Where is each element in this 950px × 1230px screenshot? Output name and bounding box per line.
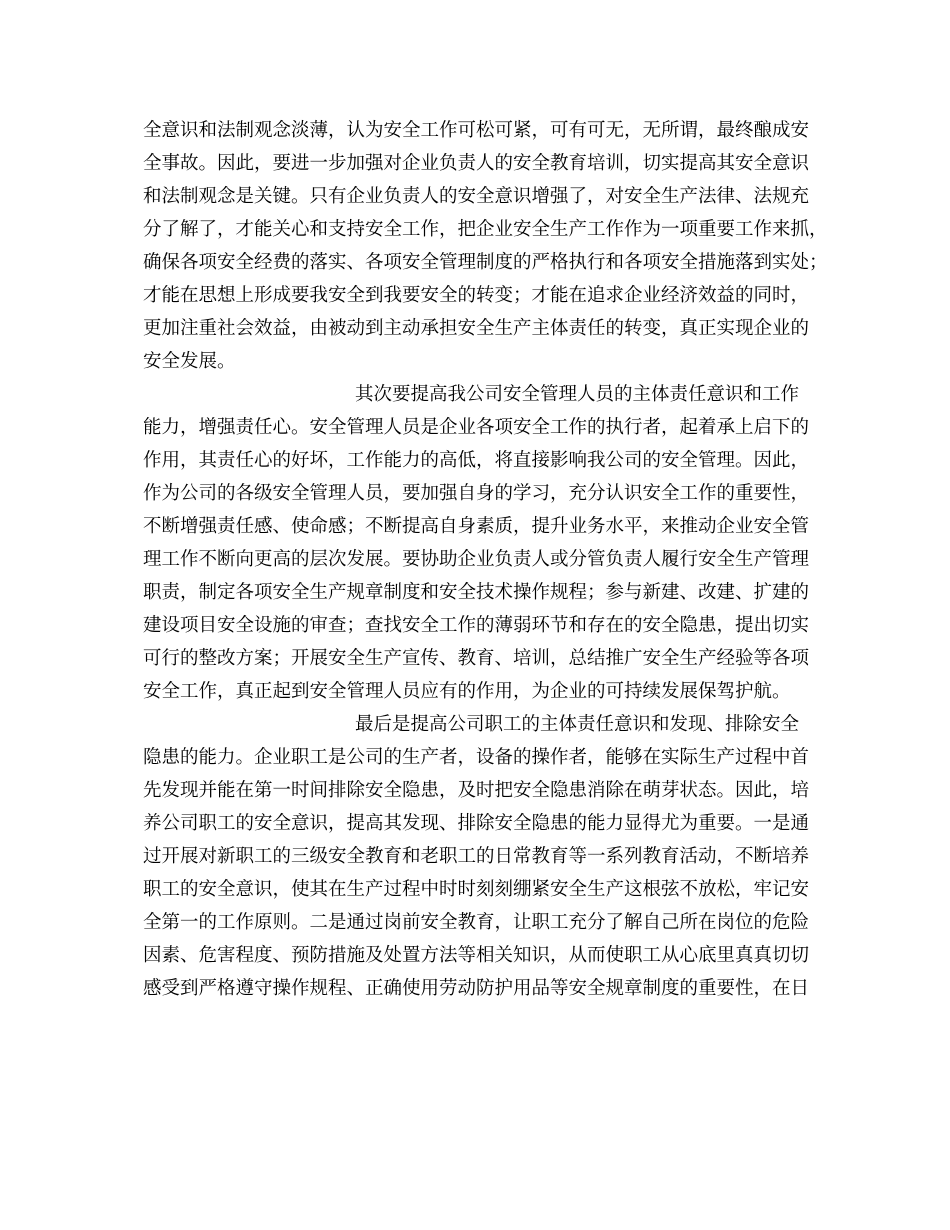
text-line: 作用，其责任心的好坏，工作能力的高低，将直接影响我公司的安全管理。因此， — [143, 450, 810, 471]
text-line-indented: 其次要提高我公司安全管理人员的主体责任意识和工作 — [355, 384, 800, 405]
text-line: 感受到严格遵守操作规程、正确使用劳动防护用品等安全规章制度的重要性，在日 — [143, 978, 810, 999]
text-line: 隐患的能力。企业职工是公司的生产者，设备的操作者，能够在实际生产过程中首 — [143, 747, 810, 768]
text-line: 能力，增强责任心。安全管理人员是企业各项安全工作的执行者，起着承上启下的 — [143, 417, 810, 438]
text-line: 理工作不断向更高的层次发展。要协助企业负责人或分管负责人履行安全生产管理 — [143, 549, 810, 570]
text-line: 作为公司的各级安全管理人员，要加强自身的学习，充分认识安全工作的重要性， — [143, 483, 810, 504]
text-line: 职责，制定各项安全生产规章制度和安全技术操作规程；参与新建、改建、扩建的 — [143, 582, 810, 603]
text-line: 养公司职工的安全意识，提高其发现、排除安全隐患的能力显得尤为重要。一是通 — [143, 813, 810, 834]
text-line: 可行的整改方案；开展安全生产宣传、教育、培训，总结推广安全生产经验等各项 — [143, 648, 810, 669]
paragraph-1 — [143, 114, 828, 378]
text-line-indented: 最后是提高公司职工的主体责任意识和发现、排除安全 — [355, 714, 800, 735]
text-line: 分了解了，才能关心和支持安全工作，把企业安全生产工作作为一项重要工作来抓， — [143, 219, 828, 240]
text-line: 全意识和法制观念淡薄，认为安全工作可松可紧，可有可无，无所谓，最终酿成安 — [143, 120, 810, 141]
text-line: 建设项目安全设施的审查；查找安全工作的薄弱环节和存在的安全隐患，提出切实 — [143, 615, 810, 636]
text-line: 不断增强责任感、使命感；不断提高自身素质，提升业务水平，来推动企业安全管 — [143, 516, 810, 537]
document-body — [143, 114, 828, 1005]
text-line: 先发现并能在第一时间排除安全隐患，及时把安全隐患消除在萌芽状态。因此，培 — [143, 780, 810, 801]
paragraph-2 — [143, 378, 823, 708]
text-line: 职工的安全意识，使其在生产过程中时时刻刻绷紧安全生产这根弦不放松，牢记安 — [143, 879, 810, 900]
text-line: 全第一的工作原则。二是通过岗前安全教育，让职工充分了解自己所在岗位的危险 — [143, 912, 810, 933]
text-line: 和法制观念是关键。只有企业负责人的安全意识增强了，对安全生产法律、法规充 — [143, 186, 810, 207]
text-line: 才能在思想上形成要我安全到我要安全的转变；才能在追求企业经济效益的同时， — [143, 285, 810, 306]
text-line: 过开展对新职工的三级安全教育和老职工的日常教育等一系列教育活动，不断培养 — [143, 846, 810, 867]
text-line: 全事故。因此，要进一步加强对企业负责人的安全教育培训，切实提高其安全意识 — [143, 153, 810, 174]
paragraph-3 — [143, 708, 823, 1005]
text-line: 因素、危害程度、预防措施及处置方法等相关知识，从而使职工从心底里真真切切 — [143, 945, 810, 966]
text-line: 安全工作，真正起到安全管理人员应有的作用，为企业的可持续发展保驾护航。 — [143, 681, 791, 702]
text-line: 更加注重社会效益，由被动到主动承担安全生产主体责任的转变，真正实现企业的 — [143, 318, 810, 339]
text-line: 确保各项安全经费的落实、各项安全管理制度的严格执行和各项安全措施落到实处； — [143, 252, 828, 273]
text-line: 安全发展。 — [143, 351, 236, 372]
